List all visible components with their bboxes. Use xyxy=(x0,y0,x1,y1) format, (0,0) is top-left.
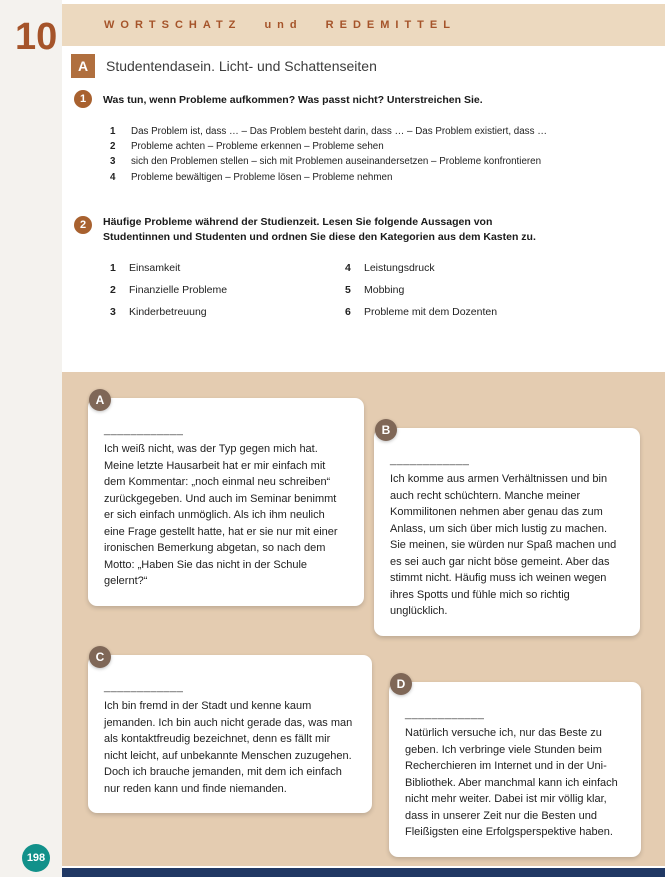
list-item xyxy=(110,141,655,153)
list-item xyxy=(110,172,655,184)
chapter-header-band xyxy=(62,4,665,46)
exercise-1-number-badge: 1 xyxy=(74,90,92,108)
page-number-badge: 198 xyxy=(22,844,50,872)
category-list-left xyxy=(110,262,227,328)
list-item-text: Probleme bewältigen – Probleme lösen – Probleme nehmen xyxy=(131,171,393,183)
chapter-header-title: WORTSCHATZ und REDEMITTEL xyxy=(104,19,456,31)
category-number: 2 xyxy=(110,284,116,296)
exercise-1-instruction: Was tun, wenn Probleme aufkommen? Was passt nicht? Unterstreichen Sie. xyxy=(103,94,483,106)
category-item xyxy=(110,306,227,318)
category-item xyxy=(110,284,227,296)
list-item-number: 3 xyxy=(110,156,116,168)
answer-blank-b: ____________ xyxy=(390,454,470,466)
list-item-text: Probleme achten – Probleme erkennen – Probleme sehen xyxy=(131,141,384,153)
answer-blank-c: ____________ xyxy=(104,681,184,693)
statement-label-badge-d: D xyxy=(390,673,412,695)
chapter-number: 10 xyxy=(15,16,58,58)
statement-text-b: Ich komme aus armen Verhältnissen und bin auch recht schüchtern. Manche meiner Kommilitonen nehmen aber genau das zum Anlass, um sich über mich lustig zu machen. Sie meinen, sie würden nur Spaß machen und es sei auch gar nicht böse gemeint. Aber das stimmt nicht. Häufig muss ich weinen wegen ihres Spotts und fühle mich so richtig unglücklich. xyxy=(390,473,617,617)
answer-blank-d: ____________ xyxy=(405,708,485,720)
statement-card-b xyxy=(374,423,640,636)
category-label: Kinderbetreuung xyxy=(129,306,207,318)
left-margin-strip xyxy=(0,0,62,877)
category-list-right xyxy=(345,262,497,328)
list-item-text: Das Problem ist, dass … – Das Problem besteht darin, dass … – Das Problem existiert, dass … xyxy=(131,126,547,137)
exercise-2-number-badge: 2 xyxy=(74,216,92,234)
list-item xyxy=(110,126,655,138)
section-heading xyxy=(71,54,377,78)
statement-card-a xyxy=(88,393,364,606)
category-label: Probleme mit dem Dozenten xyxy=(364,306,498,318)
category-label: Finanzielle Probleme xyxy=(129,284,228,296)
exercise-2-instruction: Häufige Probleme während der Studienzeit. Lesen Sie folgende Aussagen von Studentinnen und Studenten und ordnen Sie diese den Kategorien aus dem Kasten zu. xyxy=(103,216,536,244)
category-number: 5 xyxy=(345,284,351,296)
category-number: 3 xyxy=(110,306,116,318)
statements-panel xyxy=(62,372,665,866)
section-letter-badge: A xyxy=(71,54,95,78)
statement-label-badge-a: A xyxy=(89,389,111,411)
category-item xyxy=(345,284,497,296)
statement-card-d xyxy=(389,677,641,857)
category-number: 1 xyxy=(110,262,116,274)
list-item-number: 4 xyxy=(110,171,116,183)
statement-text-a: Ich weiß nicht, was der Typ gegen mich hat. Meine letzte Hausarbeit hat er mir einfach mit dem Kommentar: „noch einmal neu schreiben“ zurückgegeben. Und auch im Seminar benimmt er sich einfach unmöglich. Als ich ihm neulich eine Frage gestellt hatte, hat er sie nur mit einer ironischen Bemerkung abgetan, so nach dem Motto: „Haben Sie das nicht in der Schule gelernt?“ xyxy=(104,443,338,587)
category-label: Einsamkeit xyxy=(129,262,181,274)
footer-bar xyxy=(62,868,665,877)
exercise-1-list xyxy=(110,126,655,187)
list-item xyxy=(110,156,655,168)
statement-text-d: Natürlich versuche ich, nur das Beste zu geben. Ich verbringe viele Stunden beim Recherchieren im Internet und in der Uni-Bibliothek. Aber manchmal kann ich einfach nicht mehr weiter. Dabei ist mir völlig klar, dass in unserer Zeit nur die Besten und Fleißigsten eine Erfolgsperspektive haben. xyxy=(405,727,618,838)
answer-blank-a: ____________ xyxy=(104,424,184,436)
statement-label-badge-c: C xyxy=(89,646,111,668)
category-number: 4 xyxy=(345,262,351,274)
list-item-text: sich den Problemen stellen – sich mit Problemen auseinandersetzen – Probleme konfrontieren xyxy=(131,156,542,168)
statement-card-c xyxy=(88,650,372,813)
list-item-number: 2 xyxy=(110,141,116,153)
category-number: 6 xyxy=(345,306,351,318)
statement-text-c: Ich bin fremd in der Stadt und kenne kaum jemanden. Ich bin auch nicht gerade das, was man als kontaktfreudig bezeichnet, denn es fällt mir nicht leicht, auf unbekannte Menschen zuzugehen. Doch ich brauche jemanden, mit dem ich einfach nur reden kann und finde niemanden. xyxy=(104,700,353,795)
category-label: Mobbing xyxy=(364,284,405,296)
category-item xyxy=(110,262,227,274)
category-item xyxy=(345,262,497,274)
list-item-number: 1 xyxy=(110,126,116,137)
section-title: Studentendasein. Licht- und Schattenseiten xyxy=(106,58,377,74)
category-label: Leistungsdruck xyxy=(364,262,435,274)
statement-label-badge-b: B xyxy=(375,419,397,441)
category-item xyxy=(345,306,497,318)
